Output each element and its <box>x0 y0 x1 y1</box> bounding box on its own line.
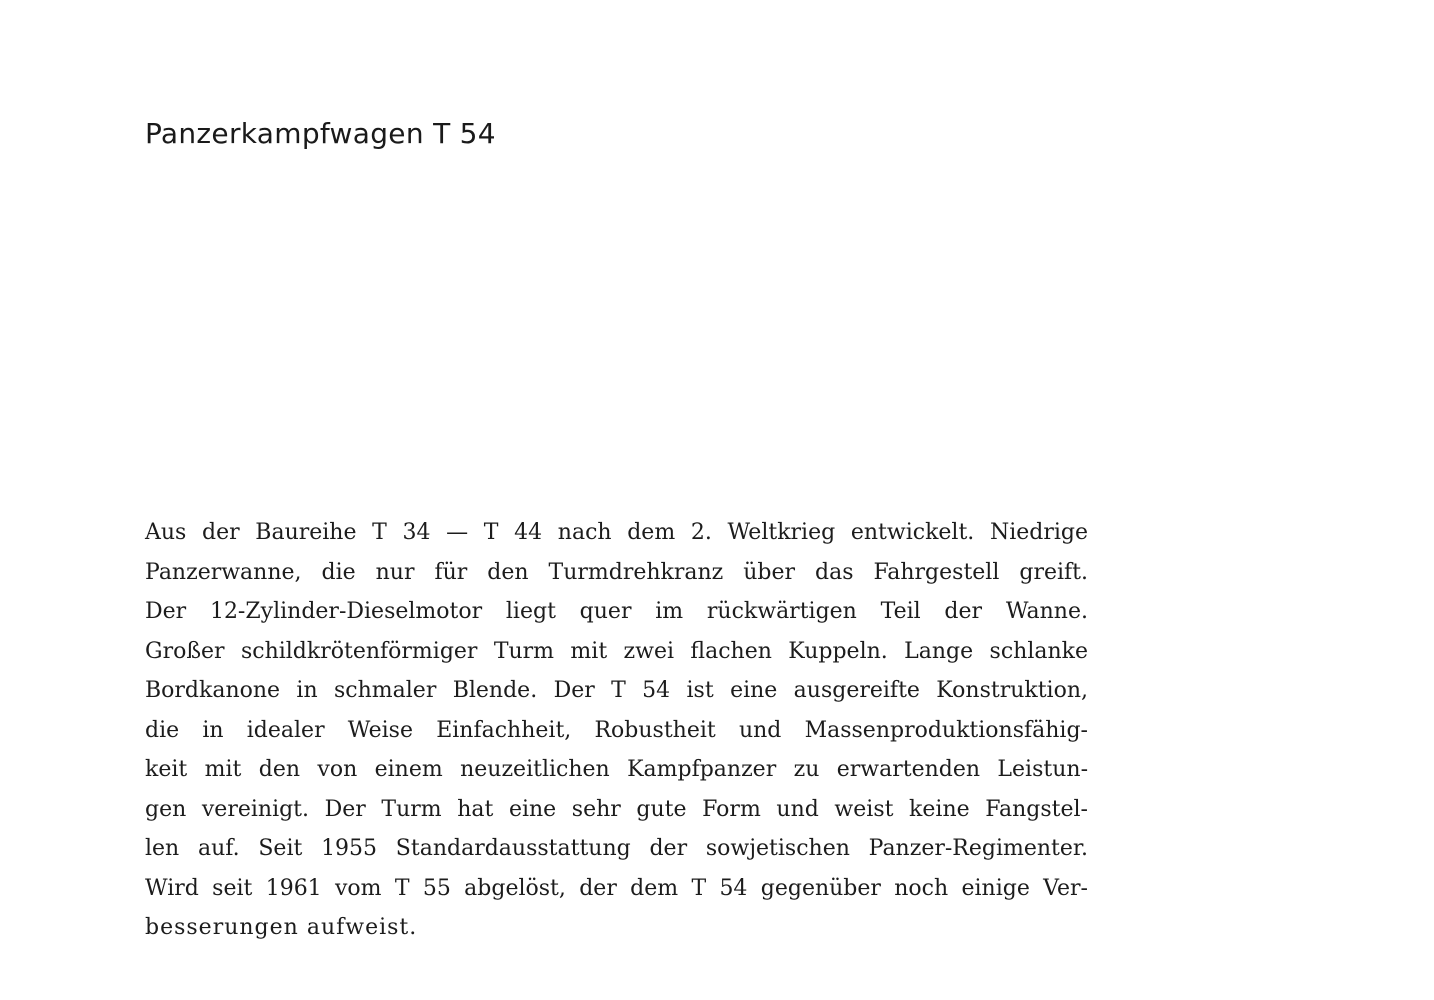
paragraph-line: Bordkanone in schmaler Blende. Der T 54 ist eine ausgereifte Konstruktion, <box>145 678 1088 703</box>
paragraph-line: Der 12-Zylinder-Dieselmotor liegt quer im rückwärtigen Teil der Wanne. <box>145 599 1088 624</box>
body-paragraph <box>145 513 1088 948</box>
paragraph-line: gen vereinigt. Der Turm hat eine sehr gute Form und weist keine Fangstel- <box>145 796 1088 822</box>
paragraph-line: Aus der Baureihe T 34 — T 44 nach dem 2. Weltkrieg entwickelt. Niedrige <box>145 520 1088 545</box>
paragraph-line: besserungen aufweist. <box>145 915 418 940</box>
page-title: Panzerkampfwagen T 54 <box>145 117 496 150</box>
paragraph-line: keit mit den von einem neuzeitlichen Kampfpanzer zu erwartenden Leistun- <box>145 757 1088 782</box>
paragraph-line: Panzerwanne, die nur für den Turmdrehkranz über das Fahrgestell greift. <box>145 559 1088 585</box>
paragraph-line: len auf. Seit 1955 Standardausstattung der sowjetischen Panzer-Regimenter. <box>145 836 1088 861</box>
paragraph-line: die in idealer Weise Einfachheit, Robustheit und Massenproduktionsfähig- <box>145 717 1088 743</box>
paragraph-line: Wird seit 1961 vom T 55 abgelöst, der dem T 54 gegenüber noch einige Ver- <box>145 875 1088 901</box>
paragraph-line: Großer schildkrötenförmiger Turm mit zwei flachen Kuppeln. Lange schlanke <box>145 638 1088 664</box>
